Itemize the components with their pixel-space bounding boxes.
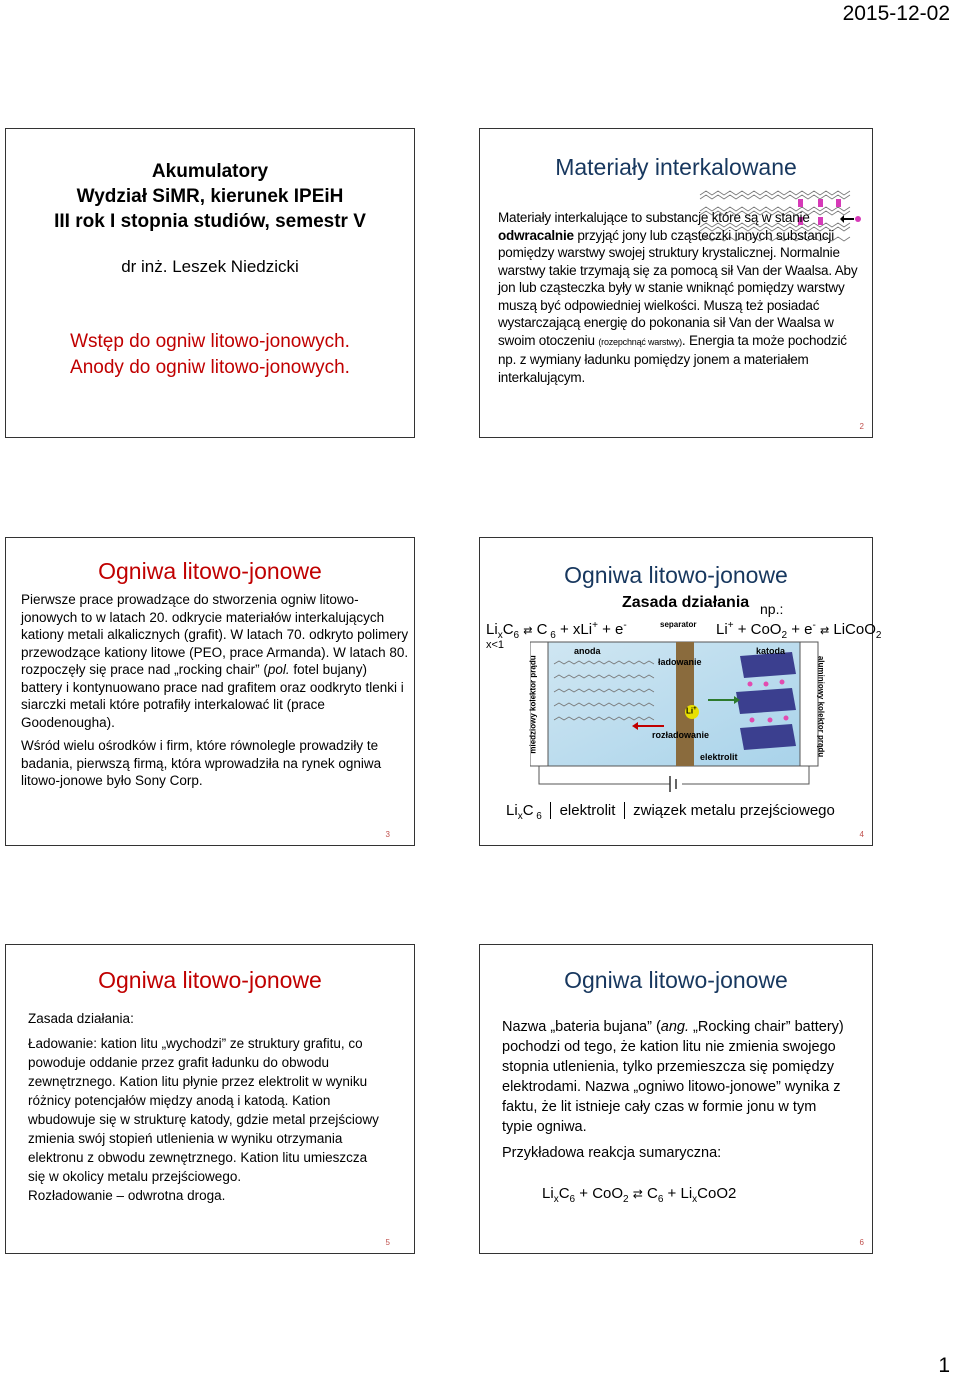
sum-reaction: $Li_xC_6 + CoO_2$ ⇄ $C_6 + Li_xCoO2$ [542,1185,737,1205]
subtitle-line: Anody do ogniw litowo-jonowych. [70,357,350,378]
legend: $Li_xC$ $_6$ elektrolit związek metalu przejściowego [506,802,835,822]
slide-2-small: (rozepchnąć warstwy) [598,336,682,347]
electrolyte-label: elektrolit [700,752,738,762]
slide-number: 2 [859,422,864,431]
slide-3-italic: pol. [267,662,290,677]
slide-1 [5,128,415,438]
li-ion-text: Li [686,706,694,716]
slide-2-text: Materiały interkalujące to substancje które są w stanie [498,210,810,225]
slide-5 [5,944,415,1254]
slide-4-title: Ogniwa litowo-jonowe [564,562,788,588]
slide-6-text: Nazwa „bateria bujana” ( [502,1019,661,1035]
separator-label: separator [660,620,697,629]
cathode-label: katoda [756,646,786,656]
slide-6 [479,944,873,1254]
slide-6-italic: ang. [660,1019,690,1035]
slide-5-paragraph: Rozładowanie – odwrotna droga. [28,1188,226,1203]
slide-number: 4 [859,830,864,839]
slide-3-body [21,591,409,796]
legend-electrolyte: elektrolit [559,802,616,819]
slide-5-body [28,1009,388,1211]
slide-6-title: Ogniwa litowo-jonowe [564,967,788,993]
page-number: 1 [938,1354,950,1377]
slide-5-paragraph: Zasada działania: [28,1011,134,1026]
x-condition: x<1 [486,639,505,651]
slide-5-title: Ogniwa litowo-jonowe [98,967,322,993]
author: dr inż. Leszek Niedzicki [121,257,299,276]
cathode-equation: Li+ + CoO$_2$ + e- ⇄ LiCoO$_2$ [716,620,882,641]
anode-label: anoda [574,646,601,656]
charging-label: ładowanie [658,657,702,667]
slide-5-paragraph: Ładowanie: kation litu „wychodzi” ze struktury grafitu, co powoduje oddanie przez grafit ładunku do obwodu zewnętrznego. Kation litu płynie przez elektrolit w wyniku różnicy potencjałów między anodą i katodą. Kation wbudowuje się w strukturę katody, gdzie metal przejściowy zmienia swój stopień utlenienia w wyniku otrzymania elektronu z obwodu zewnętrznego. Kation litu umieszcza się w okolicy metalu przejściowego. [28,1036,379,1184]
slide-4 [479,537,882,846]
slide-2-body [498,209,860,386]
legend-compound: związek metalu przejściowego [633,802,835,819]
title-line: III rok I stopnia studiów, semestr V [54,211,366,232]
left-collector-label: miedziowy kolektor prądu [528,655,538,754]
slide-2-text: przyjąć jony lub cząsteczki innych substancji pomiędzy warstwy swojej struktury krystalicznej. Normalnie warstwy takie trzymają się za pomocą sił Van der Waalsa. Aby jon lub cząsteczka były w stanie wniknąć pomiędzy warstwy muszą być odpowiedniej wielkości. Muszą też posiadać wystarczającą energię do pokonania sił Van der Waalsa w swoim otoczeniu [498,227,858,348]
slide-number: 6 [859,1238,864,1247]
slide-3 [5,537,415,846]
slide-1-title [6,159,414,234]
slide-2-bold: odwracalnie [498,227,574,243]
slide-4-subtitle: Zasada działania [622,594,750,611]
slide-3-title: Ogniwa litowo-jonowe [98,558,322,584]
slide-3-text: fotel bujany) battery i kontynuowano prace nad grafitem oraz oodkryto tlenki i siarczki metali które potrafiły interkalować lit (prace Goodenougha). [21,662,404,730]
slide-6-text: „Rocking chair” battery) pochodzi od tego, że kation litu nie zmienia swojego stopnia utlenienia, tylko przemieszcza się pomiędzy elektrodami. Nazwa „ogniwo litowo-jonowe” wynika z faktu, że lit istnieje cały czas w formie jonu w tym typie ogniwa. [502,1019,844,1135]
slide-6-paragraph: Przykładowa reakcja sumaryczna: [502,1145,722,1161]
header-date: 2015-12-02 [842,2,950,25]
slide-6-body [502,1017,850,1169]
title-line: Akumulatory [151,161,269,182]
li-ion-label: Li+ [686,706,697,716]
slide-number: 5 [385,1238,390,1247]
discharging-label: rozładowanie [652,730,710,740]
anode-equation: $Li_xC_6$ ⇄ C $_6$ + xLi+ + e- [486,620,627,641]
slide-2-title: Materiały interkalowane [555,154,797,180]
slide-2-text: . Energia ta może pochodzić np. z wymiany ładunku pomiędzy jonem a materiałem interkalującym. [498,332,847,385]
slide-number: 3 [385,830,390,839]
example-label: np.: [760,601,784,617]
slide-1-subtitle [6,329,414,381]
subtitle-line: Wstęp do ogniw litowo-jonowych. [70,331,350,352]
title-line: Wydział SiMR, kierunek IPEiH [76,186,344,207]
slide-3-text: Pierwsze prace prowadzące do stworzenia ogniw litowo-jonowych to w latach 20. odkrycie materiałów interkalujących kationy metali alkalicznych (grafit). W latach 70. odkryto polimery przewodzące kationy litowe (PEO, prace Armanda). W latach 80. rozpoczęły się prace nad „rocking chair” ( [21,592,409,677]
slide-2 [479,128,873,438]
right-collector-label: aluminiowy kolektor prądu [816,655,826,758]
slide-3-paragraph: Wśród wielu ośrodków i firm, które równolegle prowadziły te badania, pierwszą firmą, która wprowadziła na rynek ogniwa litowo-jonowe było Sony Corp. [21,738,382,788]
